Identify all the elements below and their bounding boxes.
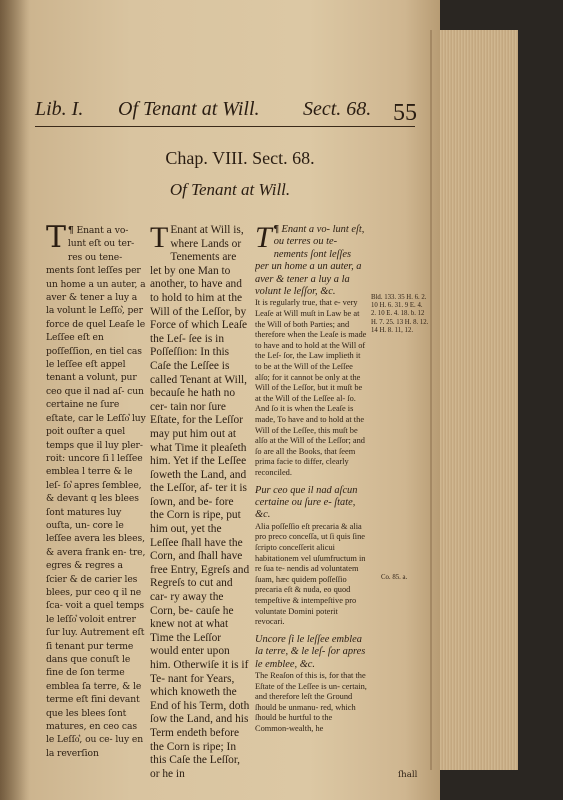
english-dropcap: T [150, 224, 169, 254]
commentary-lemma-2: Pur ceo que il nad aſcun certaine ou ſure e- ſtate, &c. [255, 484, 358, 521]
page-number: 55 [393, 100, 417, 126]
binding-shadow [0, 0, 30, 800]
chapter-heading: Chap. VIII. Sect. 68. [165, 148, 315, 168]
english-text: Enant at Will is, where Lands or Tenements are let by one Man to another, to have and to hold to him at the Will of the Leſſor, by Force of which Leaſe the Leſ- ſee is in Poſſeſſion: In this Caſe the Leſſee is called Tenant at Will, becauſe he hath no cer- tain nor ſure Eſtate, for the Leſſor may put him out at what Time it pleaſeth him. Yet if the Leſſee ſoweth the Land, and the Leſſor, af- ter it is ſown, and be- fore the Corn is ripe, put him out, yet the Leſſee ſhall have the Corn, and ſhall have free Entry, Egreſs and Regreſs to cut and car- ry away the Corn, be- cauſe he knew not at what Time the Leſſor would enter upon him. Otherwiſe it is if Te- nant for Years, which knoweth the End of his Term, doth ſow the Land, and his Term endeth before the Corn is ripe; In this Caſe the Leſſor, or he in [150, 224, 250, 780]
running-head-book: Lib. I. [35, 98, 84, 120]
commentary-dropcap: T [255, 224, 272, 254]
running-head-section: Sect. 68. [303, 98, 372, 120]
margin-note-citations: Bld. 133. 35 H. 6. 2. 10 H. 6. 31. 9 E. 4. 2. 10 E. 4. 18. b. 12 H. 7. 25. 13 H. 8. 12. 14 H. 8. 11, 12. [371, 294, 429, 334]
page-edges [440, 30, 518, 770]
commentary-gloss-3: The Reaſon of this is, for that the Eſtate of the Leſſee is un- certain, and therefore leſt the Ground ſhould be unmanu- red, which ſhould be hurtful to the Common-wealth, he [255, 670, 367, 733]
chapter-subtitle: Of Tenant at Will. [169, 180, 291, 199]
commentary-lead: Enant a vo- lunt eſt, ou terres ou te- nements ſont leſſes per un home a un auter, a aver & tener a luy a la volunt le leſſor, &c. [255, 224, 365, 298]
margin-note-reference: Co. 85. a. [381, 574, 408, 581]
law-french-column [46, 224, 146, 760]
commentary-gloss-1: It is regularly true, that e- very Leaſe at Will muſt in Law be at the Will of both Parties; and therefore when the Leaſe is made to have and to hold at the Will of the Leſ- ſor, the Law implieth it to be at the Will of the Leſſee alſo; for it cannot be only at the Will of the Leſſor, but it muſt be at the Will of the Leſſee al- ſo. And ſo it is when the Leaſe is made, To have and to hold at the Will of the Leſſee, this muſt be alſo at the Will of the Leſſor; and ſo are all the Books, that ſeem prima facie to differ, clearly reconciled. [255, 298, 367, 477]
commentary-lemma-3: Uncore ſi le leſſee emblea la terre, & le leſ- ſor apres le emblee, &c. [255, 633, 366, 670]
running-head-title: Of Tenant at Will. [118, 98, 260, 120]
pilcrow-mark: ¶ [67, 225, 74, 236]
law-french-text: Enant a vo- lunt eſt ou ter- res ou tene- ments ſont leſſes per un home a un auter, a aver & tener a luy a la volunt le Leſſo͛, per force de quel Leaſe le Leſſee eſt en poſſeſſion, en tiel cas le leſſee eſt appel tenant a volunt, pur ceo que il nad aſ- cun certaine ne ſure eſtate, car le Leſſo͛ luy poit ouſter a quel temps que il luy pler- roit: uncore ſi l leſſee emblea l terre & le leſ- ſo͛ apres ſemblee, & devant q les blees ſont matures luy ouſta, un- core le leſſee avera les blees, & avera frank en- tre, egres & regres a ſcier & de carier les blees, pur ceo q il ne ſca- voit a quel temps le leſſo͛ voloit entrer ſur luy. Autrement eſt ſi tenant pur terme dans que conuſt le fine de ſon terme emblea ſa terre, & le terme eſt fini devant que les blees ſont matures, en ceo cas le Leſſo͛, ou ce- luy en la reverſion [46, 225, 146, 759]
english-column [150, 224, 250, 781]
catchword: ſhall [398, 770, 418, 780]
commentary-mark: ¶ [273, 224, 279, 235]
commentary-column [255, 224, 367, 734]
commentary-gloss-2: Alia poſſeſſio eſt precaria & alia pro preco conceſſa, ut ſi quis ſine ſcripto conceſſerit alicui habitationem vel uſumfructum in re ſua te- nendis ad voluntatem ſuam, hæc quidem poſſeſſio precaria eſt & nuda, eo quod tempeſtive & intempeſtive pro voluntate Domini poterit revocari. [255, 521, 366, 627]
law-french-dropcap: T [46, 224, 66, 255]
header-rule [35, 126, 415, 127]
fore-edge-shadow [430, 30, 432, 770]
